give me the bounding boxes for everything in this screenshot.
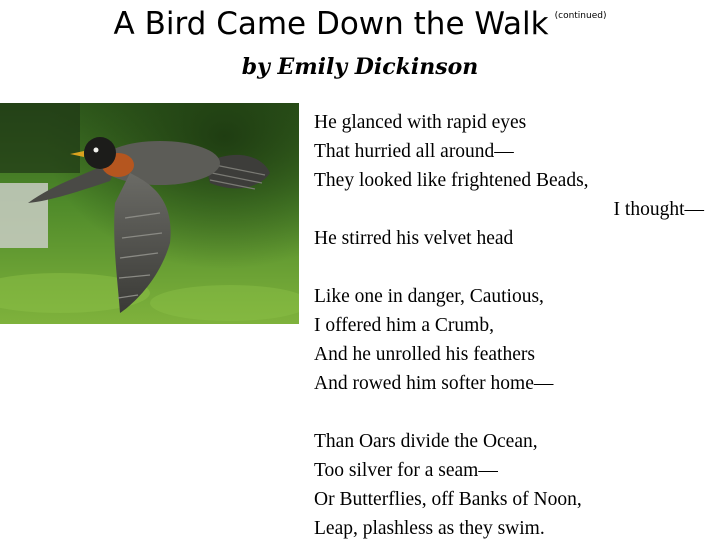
poem-line: Than Oars divide the Ocean,: [314, 431, 538, 452]
poem-line-indented: I thought—: [613, 199, 704, 220]
poem-line: Or Butterflies, off Banks of Noon,: [314, 489, 582, 510]
poem-line: Like one in danger, Cautious,: [314, 286, 544, 307]
poem-line: And rowed him softer home—: [314, 373, 554, 394]
poem-line: Too silver for a seam—: [314, 460, 498, 481]
poem-line: Leap, plashless as they swim.: [314, 518, 545, 539]
poem-line: That hurried all around—: [314, 141, 514, 162]
slide-title: [0, 6, 720, 42]
title-text: A Bird Came Down the Walk: [113, 6, 549, 42]
poem-line: And he unrolled his feathers: [314, 344, 535, 365]
poem-line: I offered him a Crumb,: [314, 315, 494, 336]
slide-subtitle: by Emily Dickinson: [241, 54, 479, 80]
title-note: (continued): [554, 11, 607, 21]
poem-line: He stirred his velvet head: [314, 228, 514, 249]
robin-photo: [0, 103, 299, 324]
poem-text: [314, 108, 704, 543]
poem-line: They looked like frightened Beads,: [314, 170, 589, 191]
poem-line: He glanced with rapid eyes: [314, 112, 527, 133]
